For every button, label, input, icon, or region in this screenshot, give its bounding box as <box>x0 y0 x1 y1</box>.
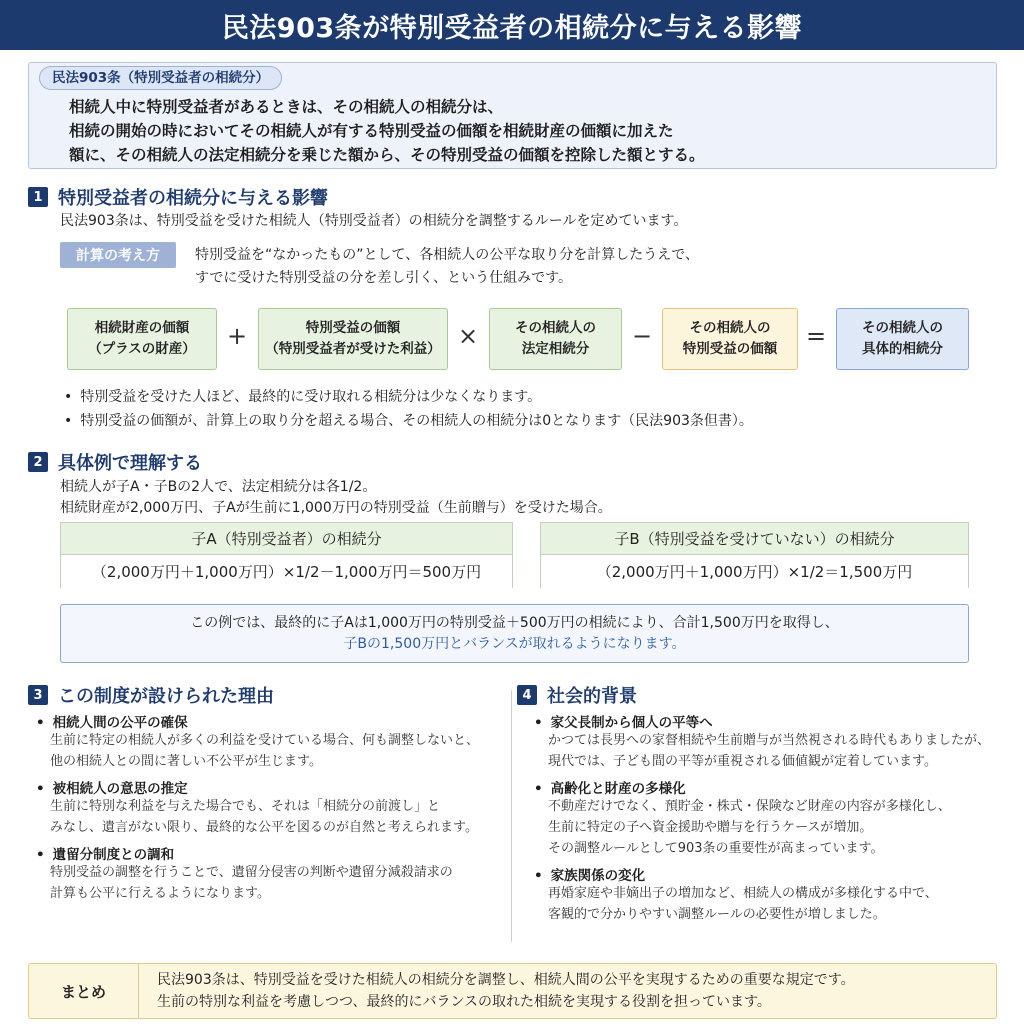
article-line: 相続の開始の時においてその相続人が有する特別受益の価額を相続財産の価額に加えた <box>69 122 674 140</box>
bullet-item: • 特別受益を受けた人ほど、最終的に受け取れる相続分は少なくなります。 <box>64 386 541 408</box>
summary-line: 民法903条は、特別受益を受けた相続人の相続分を調整し、相続人間の公平を実現するための重要な規定です。 <box>157 972 855 988</box>
summary-box <box>28 963 997 1019</box>
reason-title: • 被相続人の意思の推定 <box>36 777 188 797</box>
reason-text: 特別受益の調整を行うことで、遺留分侵害の判断や遺留分減殺請求の <box>50 865 453 880</box>
formula-box-estate <box>67 308 217 370</box>
formula-box-line: （特別受益者が受けた利益） <box>265 341 441 357</box>
formula-box-line: その相続人の <box>862 320 943 336</box>
background-title: • 家族関係の変化 <box>534 864 645 884</box>
section-1-intro: 民法903条は、特別受益を受けた相続人（特別受益者）の相続分を調整するルールを定めています。 <box>60 213 688 229</box>
table-cell: （2,000万円＋1,000万円）×1/2－1,000万円＝500万円 <box>61 555 512 588</box>
section-2-heading <box>28 449 202 475</box>
calc-tag: 計算の考え方 <box>60 242 176 268</box>
section-number: 4 <box>517 685 537 705</box>
section-number: 1 <box>28 187 48 207</box>
section-4-heading <box>517 682 637 708</box>
table-header: 子B（特別受益を受けていない）の相続分 <box>541 523 968 555</box>
formula-box-gift <box>258 308 448 370</box>
article-quote-box <box>28 62 997 169</box>
example-line: 相続人が子A・子Bの2人で、法定相続分は各1/2。 <box>60 479 377 495</box>
background-text: 再婚家庭や非嫡出子の増加など、相続人の構成が多様化する中で、 <box>548 886 938 901</box>
section-number: 2 <box>28 452 48 472</box>
reason-text: みなし、遺言がない限り、最終的な公平を図るのが自然と考えられます。 <box>50 820 478 835</box>
background-title: • 家父長制から個人の平等へ <box>534 711 713 731</box>
formula-box-gift-value <box>662 308 798 370</box>
calc-line: 特別受益を“なかったもの”として、各相続人の公平な取り分を計算したうえで、 <box>195 247 699 263</box>
table-cell: （2,000万円＋1,000万円）×1/2＝1,500万円 <box>541 555 968 588</box>
summary-label: まとめ <box>29 964 139 1018</box>
section-number: 3 <box>28 685 48 705</box>
plus-operator: + <box>226 322 248 350</box>
section-title: 社会的背景 <box>547 686 637 707</box>
formula-box-line: 特別受益の価額 <box>682 341 778 357</box>
formula-box-result <box>836 308 969 370</box>
formula-box-line: 相続財産の価額 <box>94 320 190 336</box>
section-title: 具体例で理解する <box>58 453 202 474</box>
section-1-heading <box>28 184 328 210</box>
reason-title: • 相続人間の公平の確保 <box>36 711 188 731</box>
equals-operator: = <box>805 322 827 350</box>
example-line: 相続財産が2,000万円、子Aが生前に1,000万円の特別受益（生前贈与）を受けた場合。 <box>60 500 612 516</box>
article-text <box>69 95 989 167</box>
minus-operator: − <box>631 322 653 350</box>
table-header: 子A（特別受益者）の相続分 <box>61 523 512 555</box>
formula-box-line: 具体的相続分 <box>862 341 943 357</box>
bullet-item: • 特別受益の価額が、計算上の取り分を超える場合、その相続人の相続分は0となります（民法903条但書）。 <box>64 410 753 432</box>
section-3-heading <box>28 682 274 708</box>
formula-box-share <box>489 308 622 370</box>
reason-title: • 遺留分制度との調和 <box>36 843 174 863</box>
formula-box-line: 特別受益の価額 <box>305 320 401 336</box>
background-title: • 高齢化と財産の多様化 <box>534 777 686 797</box>
summary-text <box>157 969 855 1013</box>
background-text: その調整ルールとして903条の重要性が高まっています。 <box>548 841 884 856</box>
background-text: 客観的で分かりやすい調整ルールの必要性が増しました。 <box>548 907 886 922</box>
article-line: 相続人中に特別受益者があるときは、その相続人の相続分は、 <box>69 98 504 116</box>
background-text: 生前に特定の子へ資金援助や贈与を行うケースが増加。 <box>548 820 873 835</box>
example-table-a <box>60 522 513 588</box>
reason-text: 他の相続人との間に著しい不公平が生じます。 <box>50 754 322 769</box>
background-text: かつては長男への家督相続や生前贈与が当然視される時代もありましたが、 <box>548 733 991 748</box>
reason-text: 生前に特定の相続人が多くの利益を受けている場合、何も調整しないと、 <box>50 733 480 748</box>
article-line: 額に、その相続人の法定相続分を乗じた額から、その特別受益の価額を控除した額とする。 <box>69 146 705 164</box>
example-result-box <box>60 604 969 663</box>
formula-box-line: 法定相続分 <box>521 341 590 357</box>
background-text: 不動産だけでなく、預貯金・株式・保険など財産の内容が多様化し、 <box>548 799 951 814</box>
background-text: 現代では、子ども間の平等が重視される価値観が定着しています。 <box>548 754 937 769</box>
summary-line: 生前の特別な利益を考慮しつつ、最終的にバランスの取れた相続を実現する役割を担っています。 <box>157 994 771 1010</box>
multiply-operator: × <box>457 322 479 350</box>
column-divider <box>511 690 512 942</box>
formula-box-line: その相続人の <box>689 320 771 336</box>
formula-box-line: その相続人の <box>515 320 596 336</box>
calc-line: すでに受けた特別受益の分を差し引く、という仕組みです。 <box>195 270 573 286</box>
formula-box-line: （プラスの財産） <box>88 341 196 357</box>
section-title: この制度が設けられた理由 <box>58 686 274 707</box>
page-title: 民法903条が特別受益者の相続分に与える影響 <box>0 0 1024 50</box>
example-table-b <box>540 522 969 588</box>
result-line: この例では、最終的に子Aは1,000万円の特別受益＋500万円の相続により、合計1,500万円を取得し、 <box>190 615 839 631</box>
reason-text: 生前に特別な利益を与えた場合でも、それは「相続分の前渡し」と <box>50 799 441 814</box>
section-title: 特別受益者の相続分に与える影響 <box>58 188 328 209</box>
article-tag: 民法903条（特別受益者の相続分） <box>39 66 282 90</box>
result-line: 子Bの1,500万円とバランスが取れるようになります。 <box>343 636 686 652</box>
reason-text: 計算も公平に行えるようになります。 <box>50 886 270 901</box>
